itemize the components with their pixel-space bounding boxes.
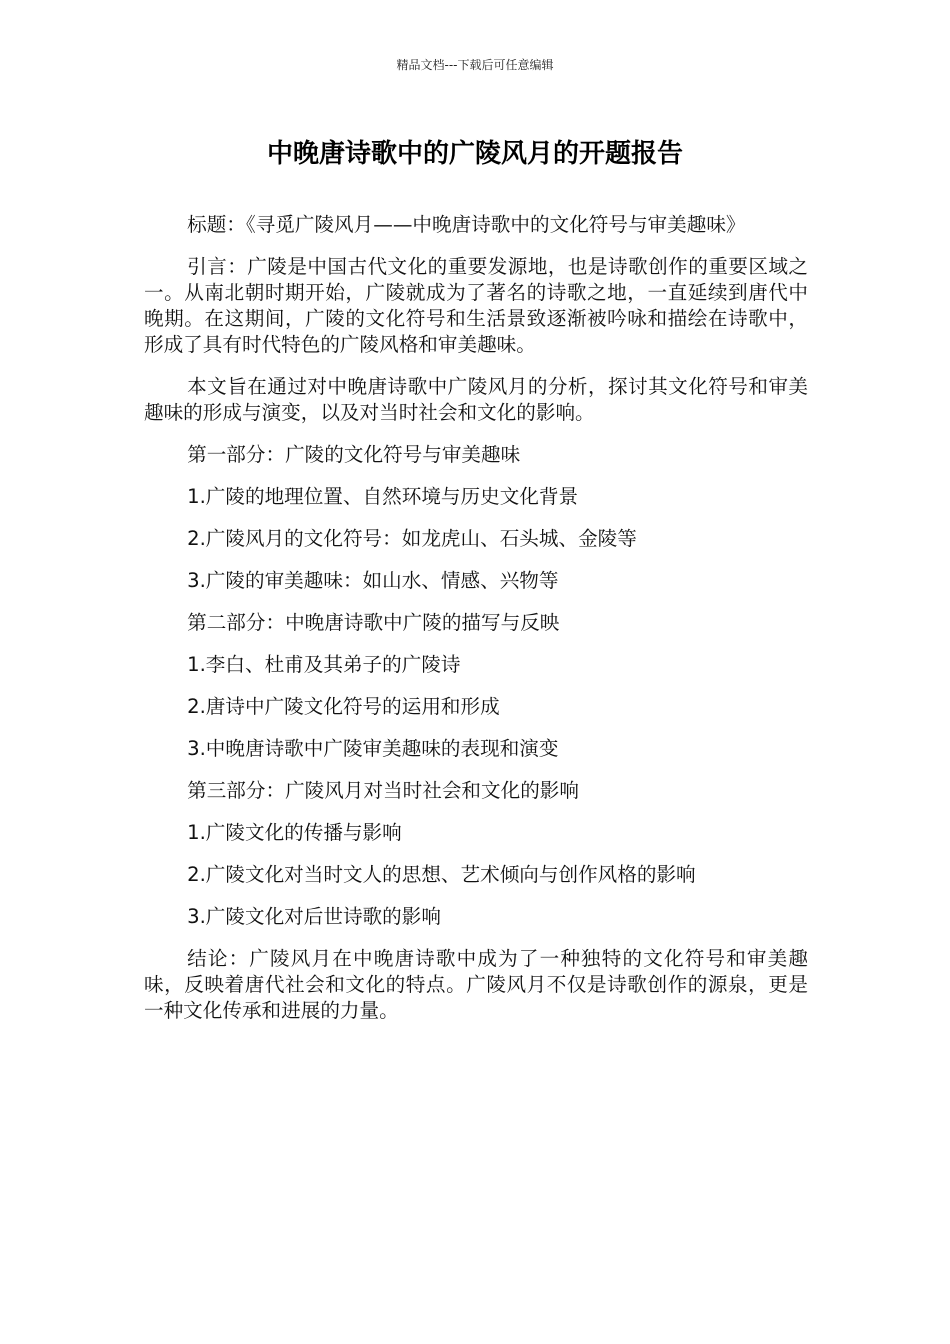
list-item: 1.李白、杜甫及其弟子的广陵诗 <box>187 653 461 676</box>
section-heading-part-3: 第三部分：广陵风月对当时社会和文化的影响 <box>187 779 579 802</box>
list-item: 3.广陵的审美趣味：如山水、情感、兴物等 <box>187 569 559 592</box>
paragraph-subject-title: 标题：《寻觅广陵风月——中晚唐诗歌中的文化符号与审美趣味》 <box>187 213 746 236</box>
list-item: 3.广陵文化对后世诗歌的影响 <box>187 905 441 928</box>
paragraph-purpose: 本文旨在通过对中晚唐诗歌中广陵风月的分析，探讨其文化符号和审美趣味的形成与演变，以及对当时社会和文化的影响。 <box>144 375 808 424</box>
list-item: 1.广陵的地理位置、自然环境与历史文化背景 <box>187 485 579 508</box>
list-item: 1.广陵文化的传播与影响 <box>187 821 402 844</box>
paragraph-conclusion: 结论：广陵风月在中晚唐诗歌中成为了一种独特的文化符号和审美趣味，反映着唐代社会和文化的特点。广陵风月不仅是诗歌创作的源泉，更是一种文化传承和进展的力量。 <box>144 947 808 1022</box>
list-item: 2.广陵文化对当时文人的思想、艺术倾向与创作风格的影响 <box>187 863 696 886</box>
page-title: 中晚唐诗歌中的广陵风月的开题报告 <box>266 139 683 169</box>
header-note: 精品文档---下载后可任意编辑 <box>396 58 554 72</box>
section-heading-part-2: 第二部分：中晚唐诗歌中广陵的描写与反映 <box>187 611 560 634</box>
list-item: 3.中晚唐诗歌中广陵审美趣味的表现和演变 <box>187 737 559 760</box>
list-item: 2.唐诗中广陵文化符号的运用和形成 <box>187 695 500 718</box>
document-body <box>144 212 808 1040</box>
paragraph-introduction: 引言：广陵是中国古代文化的重要发源地，也是诗歌创作的重要区域之一。从南北朝时期开始，广陵就成为了著名的诗歌之地，一直延续到唐代中晚期。在这期间，广陵的文化符号和生活景致逐渐被吟咏和描绘在诗歌中，形成了具有时代特色的广陵风格和审美趣味。 <box>144 255 808 356</box>
list-item: 2.广陵风月的文化符号：如龙虎山、石头城、金陵等 <box>187 527 637 550</box>
section-heading-part-1: 第一部分：广陵的文化符号与审美趣味 <box>187 443 521 466</box>
